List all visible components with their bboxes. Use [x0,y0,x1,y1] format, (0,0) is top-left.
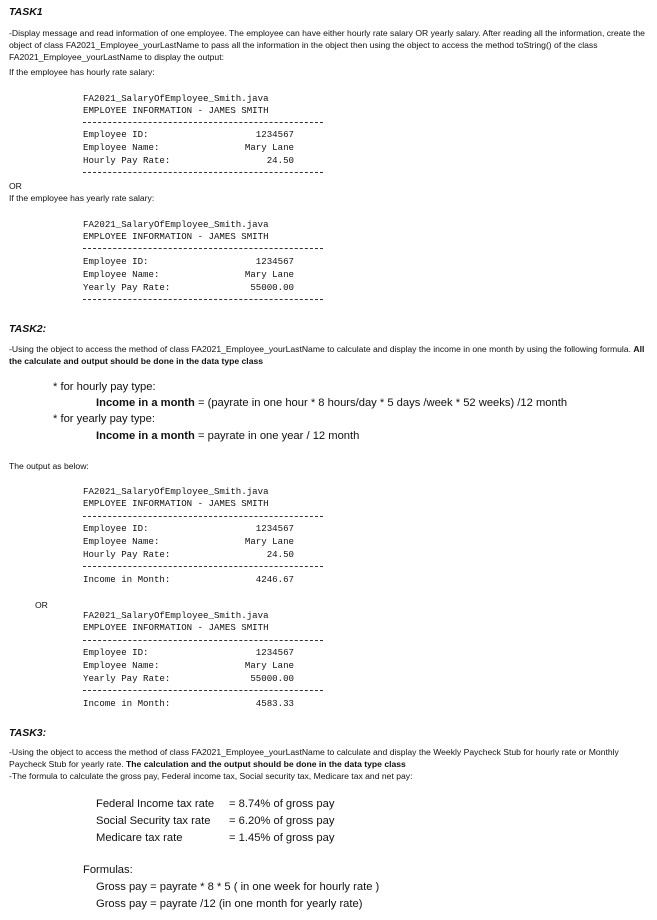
console-id-label: Employee ID: [83,647,149,658]
console-name-value: Mary Lane [244,142,294,153]
console-title: EMPLOYEE INFORMATION - JAMES SMITH [83,105,269,116]
task2-description-bold: All the calculate and output should be done in the data type class [9,344,645,366]
rate-value: = 8.74% of gross pay [229,798,335,810]
rate-label: Medicare tax rate [96,832,183,844]
yearly-type-label: * for yearly pay type: [53,413,155,425]
console-id-label: Employee ID: [83,256,149,267]
hourly-formula [96,397,567,409]
task2-heading: TASK2: [9,323,47,335]
console-file-name: FA2021_SalaryOfEmployee_Smith.java [83,610,269,621]
task2-description-text: -Using the object to access the method of class FA2021_Employee_yourLastName to calculate and display the income in one month by using the following formula. [9,344,631,354]
console-file-name: FA2021_SalaryOfEmployee_Smith.java [83,93,269,104]
task1-description: -Display message and read information of one employee. The employee can have either hourly rate salary OR yearly salary. After reading all the information, create the object of class FA2021_Employee_yourLastName to pass all the information in the object then using the object to access the method toString() of the class FA2021_Employee_yourLastName to display the output: [9,28,645,62]
console-hourly-value: 24.50 [266,155,294,166]
hourly-formula-text: = (payrate in one hour * 8 hours/day * 5 days /week * 52 weeks) /12 month [197,397,568,409]
console-id-value: 1234567 [255,647,294,658]
task1-hourly-intro: If the employee has hourly rate salary: [9,67,155,77]
console-divider [83,248,323,249]
or-label: OR [35,600,48,610]
formulas-label: Formulas: [83,864,133,876]
console-name-value: Mary Lane [244,269,294,280]
yearly-formula-text: = payrate in one year / 12 month [197,430,360,442]
console-file-name: FA2021_SalaryOfEmployee_Smith.java [83,486,269,497]
console-title: EMPLOYEE INFORMATION - JAMES SMITH [83,622,269,633]
console-yearly-label: Yearly Pay Rate: [83,673,171,684]
task1-yearly-intro: If the employee has yearly rate salary: [9,193,155,203]
console-hourly-label: Hourly Pay Rate: [83,549,171,560]
task3-formula-intro: -The formula to calculate the gross pay, Federal income tax, Social security tax, Medicare tax and net pay: [9,771,413,781]
hourly-formula-bold: Income in a month [96,397,195,409]
console-title: EMPLOYEE INFORMATION - JAMES SMITH [83,231,269,242]
console-name-value: Mary Lane [244,660,294,671]
console-id-value: 1234567 [255,523,294,534]
task1-heading: TASK1 [9,6,43,18]
formula-line: Gross pay = payrate * 8 * 5 ( in one week for hourly rate ) [96,881,380,893]
formula-line: Gross pay = payrate /12 (in one month for yearly rate) [96,898,363,910]
rate-value: = 6.20% of gross pay [229,815,335,827]
or-label: OR [9,181,22,191]
console-divider [83,516,323,517]
console-divider [83,299,323,300]
console-name-label: Employee Name: [83,269,160,280]
console-id-value: 1234567 [255,129,294,140]
console-id-value: 1234567 [255,256,294,267]
rate-label: Federal Income tax rate [96,798,215,810]
console-income-value: 4583.33 [255,698,294,709]
console-income-label: Income in Month: [83,574,171,585]
console-name-label: Employee Name: [83,536,160,547]
console-name-label: Employee Name: [83,142,160,153]
console-divider [83,566,323,567]
console-income-value: 4246.67 [255,574,294,585]
task2-description [9,343,649,367]
console-yearly-label: Yearly Pay Rate: [83,282,171,293]
console-divider [83,640,323,641]
console-name-value: Mary Lane [244,536,294,547]
console-divider [83,172,323,173]
console-yearly-value: 55000.00 [250,673,294,684]
console-id-label: Employee ID: [83,523,149,534]
console-title: EMPLOYEE INFORMATION - JAMES SMITH [83,498,269,509]
rate-value: = 1.45% of gross pay [229,832,335,844]
console-divider [83,122,323,123]
hourly-type-label: * for hourly pay type: [53,381,156,393]
console-yearly-value: 55000.00 [250,282,294,293]
yearly-formula [96,430,359,442]
output-intro: The output as below: [9,461,89,471]
task3-heading: TASK3: [9,727,47,739]
console-name-label: Employee Name: [83,660,160,671]
console-hourly-value: 24.50 [266,549,294,560]
console-id-label: Employee ID: [83,129,149,140]
task3-description-text: -Using the object to access the method of class FA2021_Employee_yourLastName to calculate and display the Weekly Paycheck Stub for hourly rate or Monthly Paycheck Stub for yearly rate. [9,747,619,769]
console-hourly-label: Hourly Pay Rate: [83,155,171,166]
task3-description [9,746,649,770]
yearly-formula-bold: Income in a month [96,430,195,442]
console-income-label: Income in Month: [83,698,171,709]
console-file-name: FA2021_SalaryOfEmployee_Smith.java [83,219,269,230]
rate-label: Social Security tax rate [96,815,211,827]
task3-description-bold: The calculation and the output should be done in the data type class [126,759,406,769]
console-divider [83,690,323,691]
